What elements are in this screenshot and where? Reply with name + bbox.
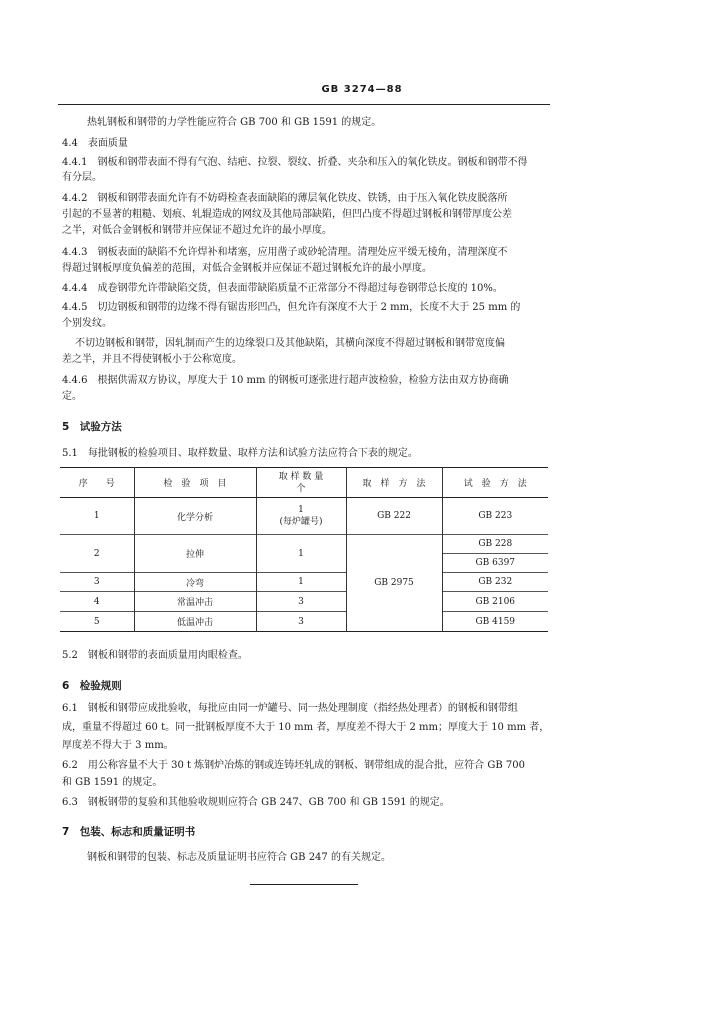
table-header-row (60, 468, 548, 498)
cell-qty-note: (每炉罐号) (279, 517, 323, 527)
paragraph: 成，重量不得超过 60 t。同一批钢板厚度不大于 10 mm 者，厚度差不得大于 2 mm；厚度大于 10 mm 者， (62, 722, 550, 733)
cell-item: 化学分析 (134, 498, 256, 535)
paragraph: 6.1 钢板和钢带应成批验收，每批应由同一炉罐号、同一热处理制度（指经热处理者）的钢板和钢带组 (62, 703, 518, 714)
section-heading: 7 包装、标志和质量证明书 (62, 826, 196, 838)
cell-qty: 3 (256, 612, 346, 632)
header-test: 试 验 方 法 (463, 479, 527, 489)
table-row (60, 535, 548, 573)
paragraph: 个别发纹。 (62, 318, 112, 329)
header-qty (256, 468, 346, 498)
paragraph: 4.4.5 切边钢板和钢带的边缘不得有锯齿形凹凸，但允许有深度不大于 2 mm，长度不大于 25 mm 的 (62, 302, 521, 313)
cell-qty-value: 1 (298, 505, 304, 515)
paragraph: 差之半，并且不得使钢板小于公称宽度。 (62, 354, 242, 365)
paragraph: 引起的不显著的粗糙、划痕、轧辊造成的网纹及其他局部缺陷，但凹凸度不得超过钢板和钢带厚度公差 (62, 209, 512, 220)
cell-no: 3 (60, 573, 134, 592)
paragraph: 4.4.1 钢板和钢带表面不得有气泡、结疤、拉裂、裂纹、折叠、夹杂和压入的氧化铁皮。钢板和钢带不得 (62, 157, 528, 168)
cell-qty: 1 (256, 573, 346, 592)
cell-no: 5 (60, 612, 134, 632)
paragraph: 和 GB 1591 的规定。 (62, 777, 163, 788)
paragraph: 6.2 用公称容量不大于 30 t 炼钢炉冶炼的钢或连铸坯轧成的钢板、钢带组成的混合批，应符合 GB 700 (62, 760, 525, 771)
header-qty-line2: 个 (296, 483, 306, 494)
cell-item: 拉伸 (134, 535, 256, 573)
paragraph: 厚度差不得大于 3 mm。 (62, 740, 174, 751)
paragraph: 4.4.3 钢板表面的缺陷不允许焊补和堵塞，应用凿子或砂轮清理。清理处应平缓无棱角，清理深度不 (62, 247, 508, 258)
header-sampling: 取 样 方 法 (346, 468, 442, 498)
cell-qty: 3 (256, 592, 346, 612)
end-rule (250, 884, 358, 885)
page-header: GB 3274—88 (321, 84, 403, 95)
cell-test: GB 232 (478, 577, 513, 587)
cell-no: 4 (60, 592, 134, 612)
cell-qty (256, 498, 346, 535)
cell-item: 冷弯 (134, 573, 256, 592)
table-row (60, 612, 548, 632)
header-qty-line1: 取 样 数 量 (278, 471, 324, 482)
paragraph: 钢板和钢带的包装、标志及质量证明书应符合 GB 247 的有关规定。 (87, 852, 391, 863)
cell-item: 低温冲击 (134, 612, 256, 632)
header-item: 检 验 项 目 (134, 468, 256, 498)
inspection-table (60, 467, 548, 632)
header-rule (58, 104, 550, 105)
cell-test: GB 223 (478, 511, 513, 521)
section-heading: 5 试验方法 (62, 421, 122, 433)
paragraph: 之半，对低合金钢板和钢带并应保证不超过允许的最小厚度。 (62, 225, 332, 236)
cell-item: 常温冲击 (134, 592, 256, 612)
paragraph: 定。 (62, 391, 82, 402)
table-intro: 5.1 每批钢板的检验项目、取样数量、取样方法和试验方法应符合下表的规定。 (62, 448, 418, 459)
paragraph: 6.3 钢板钢带的复验和其他验收规则应符合 GB 247、GB 700 和 GB 1591 的规定。 (62, 797, 450, 808)
paragraph: 得超过钢板厚度负偏差的范围，对低合金钢板并应保证不超过钢板允许的最小厚度。 (62, 263, 432, 274)
table-row (60, 498, 548, 535)
cell-qty: 1 (256, 535, 346, 573)
table-row (60, 592, 548, 612)
cell-no: 1 (60, 498, 134, 535)
section-heading: 6 检验规则 (62, 680, 122, 692)
paragraph: 4.4.4 成卷钢带允许带缺陷交货，但表面带缺陷质量不正常部分不得超过每卷钢带总长度的 10%。 (62, 283, 503, 294)
cell-test (442, 535, 548, 573)
cell-sampling: GB 222 (346, 498, 442, 535)
clause-heading: 4.4 表面质量 (62, 138, 128, 149)
cell-test-line1: GB 228 (478, 539, 513, 549)
cell-sampling-merged: GB 2975 (346, 535, 442, 632)
header-no: 序 号 (60, 468, 134, 498)
cell-test-line2: GB 6397 (443, 553, 549, 572)
cell-no: 2 (60, 535, 134, 573)
paragraph: 有分层。 (62, 172, 102, 183)
cell-test: GB 4159 (475, 616, 516, 627)
paragraph: 热轧钢板和钢带的力学性能应符合 GB 700 和 GB 1591 的规定。 (87, 117, 382, 128)
paragraph: 4.4.2 钢板和钢带表面允许有不妨碍检查表面缺陷的薄层氧化铁皮、铁锈，由于压入氧化铁皮脱落所 (62, 193, 508, 204)
paragraph: 5.2 钢板和钢带的表面质量用肉眼检查。 (62, 650, 248, 661)
paragraph: 不切边钢板和钢带，因轧制而产生的边缘裂口及其他缺陷，其横向深度不得超过钢板和钢带宽度偏 (75, 338, 505, 349)
table-row (60, 573, 548, 592)
cell-test: GB 2106 (475, 596, 516, 607)
paragraph: 4.4.6 根据供需双方协议，厚度大于 10 mm 的钢板可逐张进行超声波检验，检验方法由双方协商确 (62, 375, 509, 386)
